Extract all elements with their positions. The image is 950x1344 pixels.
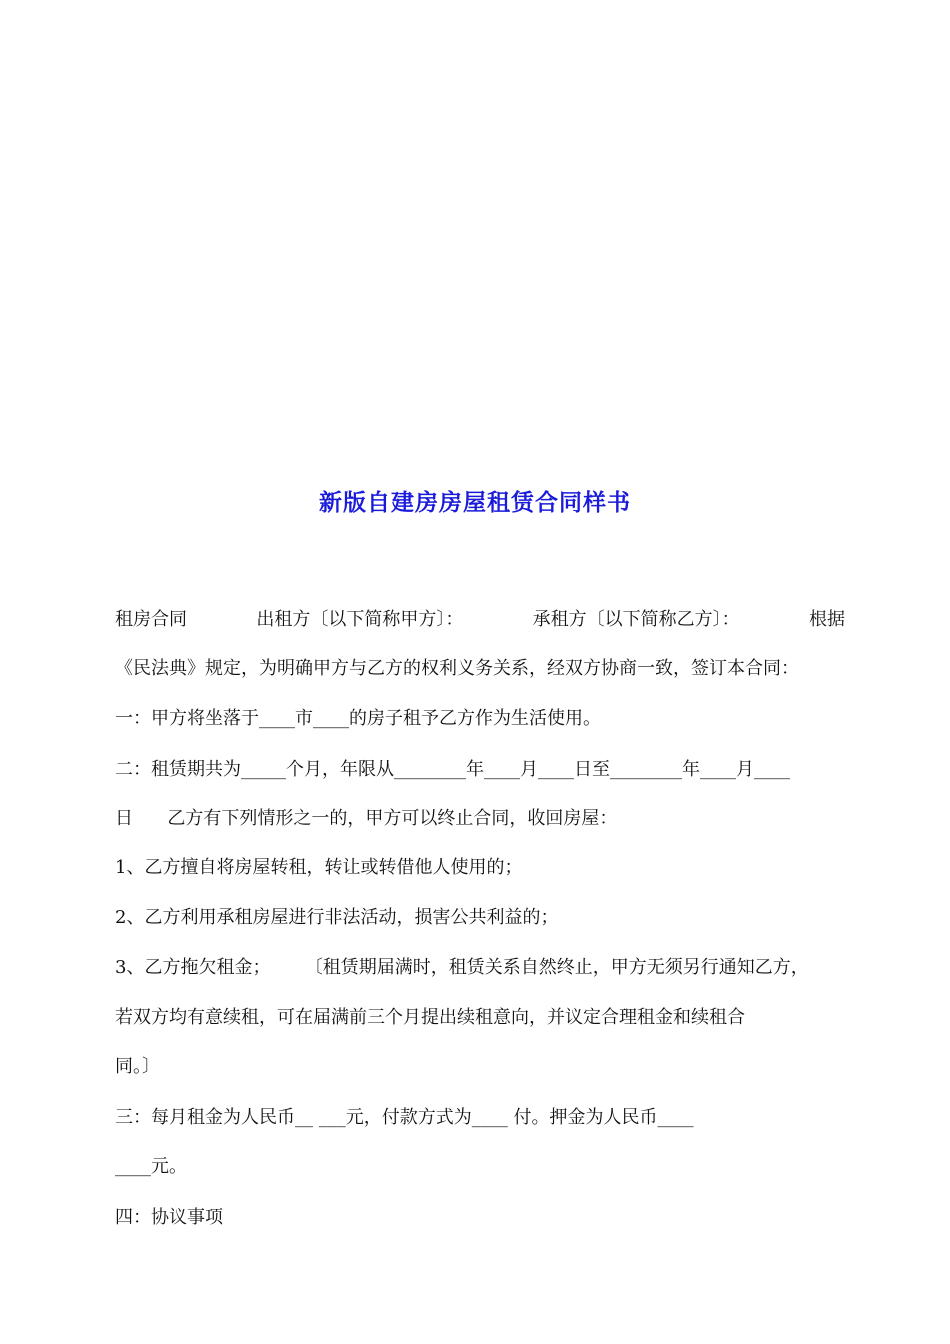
paragraph-line-2: 《民法典》规定，为明确甲方与乙方的权利义务关系，经双方协商一致，签订本合同： [115,658,799,679]
clause-two-continued: 日 乙方有下列情形之一的，甲方可以终止合同，收回房屋： [115,808,618,829]
renewal-text-end: 同。〕 [115,1056,160,1077]
clause-one: 一：甲方将坐落于____市____的房子租予乙方作为生活使用。 [115,708,601,729]
paragraph-line-1 [115,605,845,635]
termination-item-3: 3、乙方拖欠租金； 〔租赁期届满时，租赁关系自然终止，甲方无须另行通知乙方， [115,957,809,978]
clause-four: 四：协议事项 [115,1207,223,1228]
clause-two: 二：租赁期共为_____个月，年限从________年____月____日至________年____月____ [115,759,790,780]
clause-three-continued: ____元。 [115,1156,187,1177]
contract-label: 租房合同 [115,609,187,630]
clause-three: 三：每月租金为人民币__ ___元，付款方式为____ 付。押金为人民币____ [115,1107,694,1128]
document-title: 新版自建房房屋租赁合同样书 [319,490,631,516]
according-label: 根据 [808,609,845,630]
renewal-text: 若双方均有意续租，可在届满前三个月提出续租意向，并议定合理租金和续租合 [115,1007,745,1028]
lessee-label: 承租方〔以下简称乙方〕： [532,609,740,630]
lessor-label: 出租方〔以下简称甲方〕： [256,609,464,630]
termination-item-1: 1、乙方擅自将房屋转租，转让或转借他人使用的； [115,857,523,878]
termination-item-2: 2、乙方利用承租房屋进行非法活动，损害公共利益的； [115,907,559,928]
